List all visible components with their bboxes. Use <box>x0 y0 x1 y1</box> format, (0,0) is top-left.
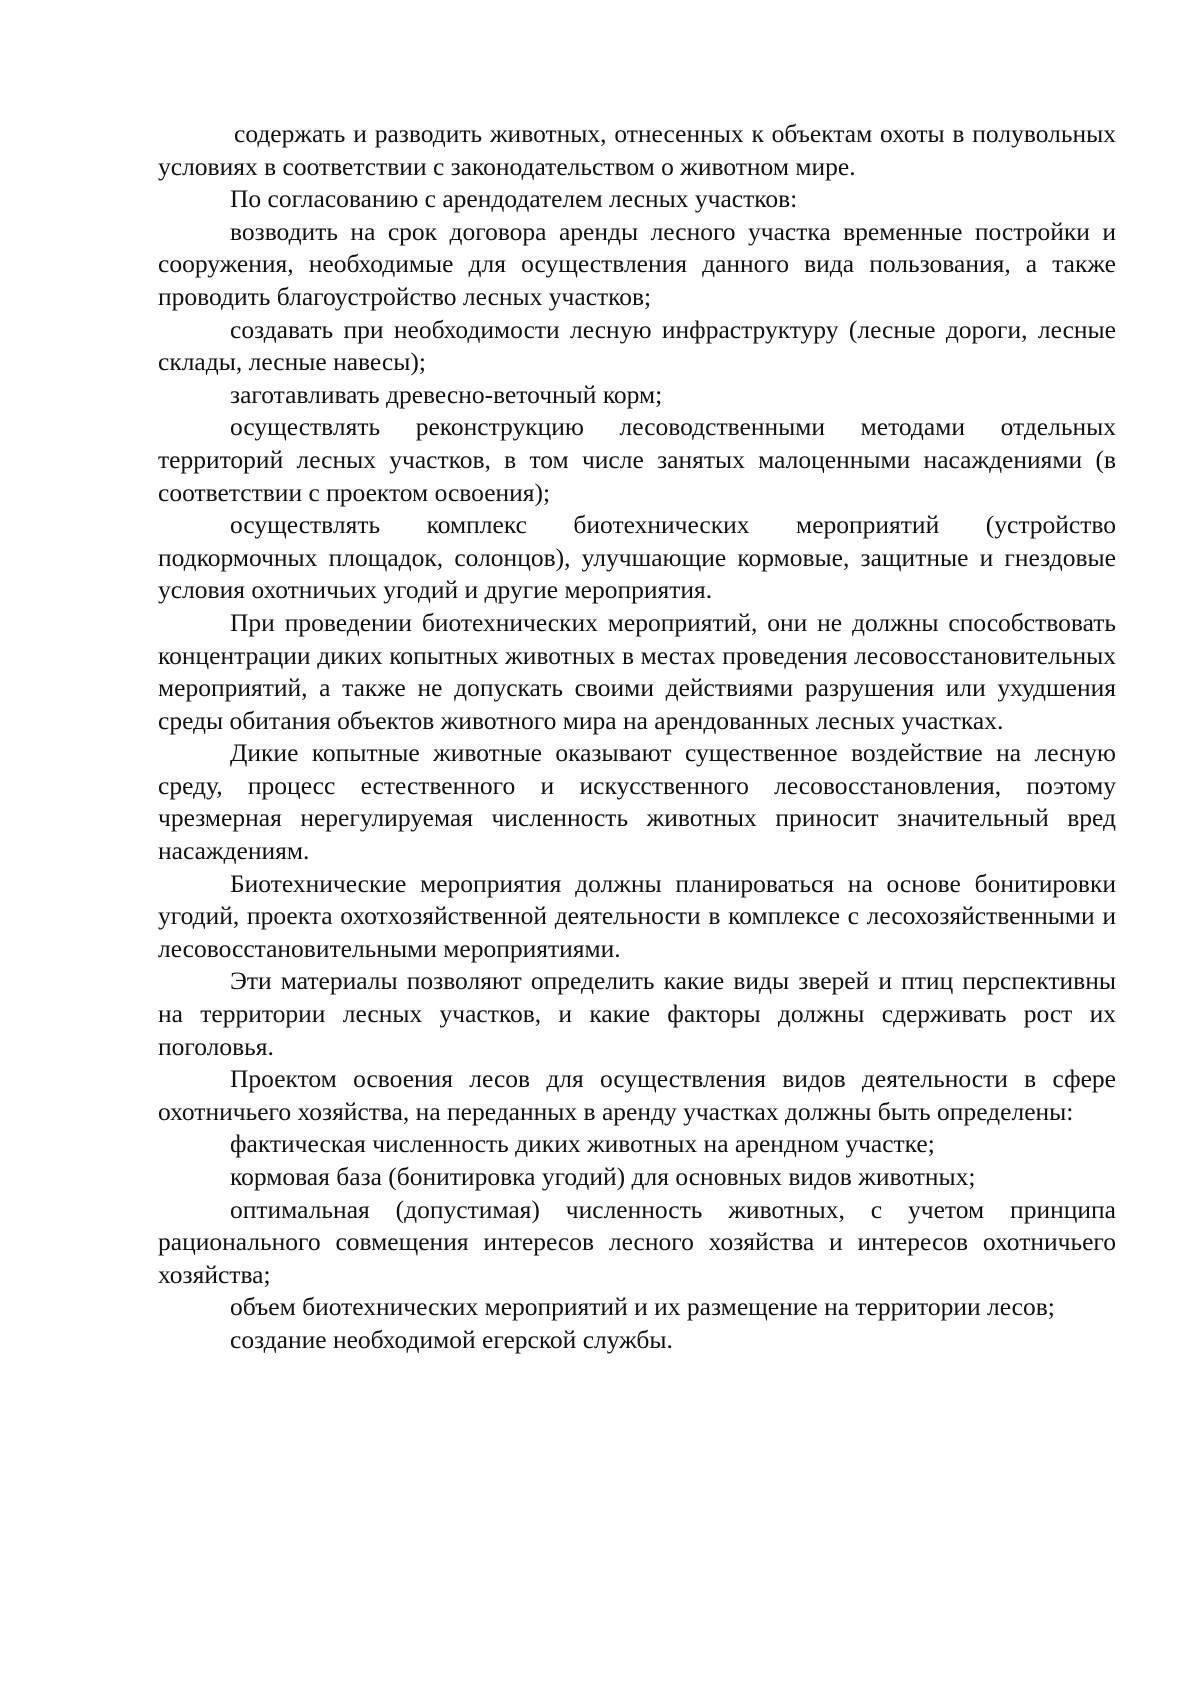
paragraph-twig-fodder: заготавливать древесно-веточный корм; <box>230 379 663 409</box>
paragraph-biotechnical-volume: объем биотехнических мероприятий и их размещение на территории лесов; <box>230 1292 1055 1322</box>
paragraph-lessor-agreement: По согласованию с арендодателем лесных участков: <box>230 184 798 214</box>
paragraph-optimal-population: оптимальная (допустимая) численность животных, с учетом принципа рационального совмещения интересов лесного хозяйства и интересов охотничьего хозяйства; <box>158 1194 1116 1289</box>
paragraph-ranger-service: создание необходимой егерской службы. <box>230 1324 673 1354</box>
paragraph-materials-purpose: Эти материалы позволяют определить какие виды зверей и птиц перспективны на территории лесных участков, и какие факторы должны сдерживать рост их поголовья. <box>158 966 1116 1061</box>
paragraph-forage-base: кормовая база (бонитировка угодий) для основных видов животных; <box>230 1162 976 1191</box>
paragraph-keep-animals: содержать и разводить животных, отнесенных к объектам охоты в полувольных условиях в соответствии с законодательством о животном мире. <box>158 119 1116 181</box>
paragraph-forest-infrastructure: создавать при необходимости лесную инфраструктуру (лесные дороги, лесные склады, лесные навесы); <box>158 314 1116 377</box>
paragraph-actual-population: фактическая численность диких животных на арендном участке; <box>230 1129 935 1159</box>
paragraph-biotechnical-restrictions: При проведении биотехнических мероприятий, они не должны способствовать концентрации диких копытных животных в местах проведения лесовосстановительных мероприятий, а также не допускать своими действиями разрушения или ухудшения среды обитания объектов животного мира на арендованных лесных участках. <box>158 607 1116 735</box>
paragraph-ungulate-impact: Дикие копытные животные оказывают существенное воздействие на лесную среду, процесс естественного и искусственного лесовосстановления, поэтому чрезмерная нерегулируемая численность животных приносит значительный вред насаждениям. <box>158 738 1116 866</box>
paragraph-project-requirements: Проектом освоения лесов для осуществления видов деятельности в сфере охотничьего хозяйства, на переданных в аренду участках должны быть определены: <box>158 1064 1116 1126</box>
document-body <box>158 118 1116 1357</box>
paragraph-temporary-buildings: возводить на срок договора аренды лесного участка временные постройки и сооружения, необходимые для осуществления данного вида пользования, а также проводить благоустройство лесных участков; <box>158 216 1116 311</box>
paragraph-reconstruction: осуществлять реконструкцию лесоводственными методами отдельных территорий лесных участков, в том числе занятых малоценными насаждениями (в соответствии с проектом освоения); <box>158 412 1116 507</box>
paragraph-biotechnical-complex: осуществлять комплекс биотехнических мероприятий (устройство подкормочных площадок, солонцов), улучшающие кормовые, защитные и гнездовые условия охотничьих угодий и другие мероприятия. <box>158 510 1116 605</box>
paragraph-planning-basis: Биотехнические мероприятия должны планироваться на основе бонитировки угодий, проекта охотхозяйственной деятельности в комплексе с лесохозяйственными и лесовосстановительными мероприятиями. <box>158 868 1116 963</box>
